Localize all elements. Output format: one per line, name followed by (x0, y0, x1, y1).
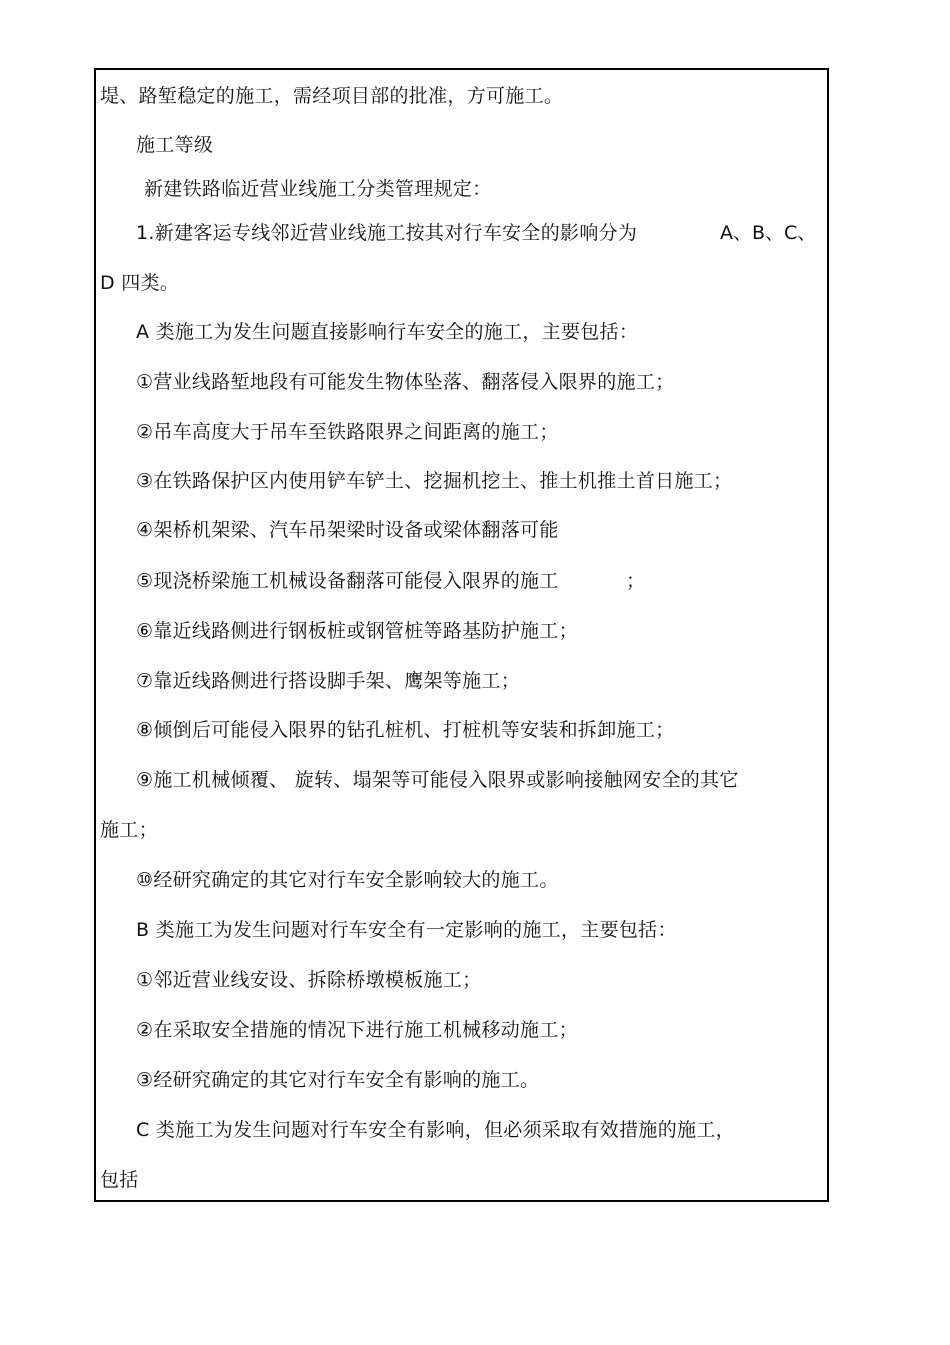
text-line: 新建铁路临近营业线施工分类管理规定： (144, 178, 492, 200)
list-item: ⑦靠近线路侧进行搭设脚手架、鹰架等施工； (136, 670, 521, 692)
text-line: 1.新建客运专线邻近营业线施工按其对行车安全的影响分为 (136, 222, 638, 244)
text-line: D 四类。 (100, 272, 180, 294)
text-line-continuation: A、B、C、 (720, 222, 817, 244)
text-line: B 类施工为发生问题对行车安全有一定影响的施工，主要包括： (136, 919, 677, 941)
list-item: ③在铁路保护区内使用铲车铲土、挖掘机挖土、推土机推土首日施工； (136, 470, 733, 492)
text-line: 包括 (100, 1169, 139, 1191)
list-item: ⑨施工机械倾覆、 旋转、塌架等可能侵入限界或影响接触网安全的其它 (136, 769, 739, 791)
list-item: ①营业线路堑地段有可能发生物体坠落、翻落侵入限界的施工； (136, 371, 675, 393)
list-item: ①邻近营业线安设、拆除桥墩模板施工； (136, 969, 482, 991)
list-item: ⑤现浇桥梁施工机械设备翻落可能侵入限界的施工 (136, 570, 559, 592)
list-item: ②在采取安全措施的情况下进行施工机械移动施工； (136, 1019, 578, 1041)
list-item: ⑩经研究确定的其它对行车安全影响较大的施工。 (136, 869, 559, 891)
list-item: ⑧倾倒后可能侵入限界的钻孔桩机、打桩机等安装和拆卸施工； (136, 719, 675, 741)
text-line: 施工； (100, 819, 158, 841)
list-item: ④架桥机架梁、汽车吊架梁时设备或梁体翻落可能 (136, 519, 559, 541)
section-heading: 施工等级 (136, 134, 214, 156)
list-item: ③经研究确定的其它对行车安全有影响的施工。 (136, 1069, 540, 1091)
list-item: ⑥靠近线路侧进行钢板桩或钢管桩等路基防护施工； (136, 620, 578, 642)
text-line: 堤、路堑稳定的施工，需经项目部的批准，方可施工。 (100, 85, 564, 107)
text-line: C 类施工为发生问题对行车安全有影响，但必须采取有效措施的施工， (136, 1119, 735, 1141)
list-item: ②吊车高度大于吊车至铁路限界之间距离的施工； (136, 421, 559, 443)
list-item-punctuation: ； (626, 570, 646, 592)
text-line: A 类施工为发生问题直接影响行车安全的施工，主要包括： (136, 321, 639, 343)
